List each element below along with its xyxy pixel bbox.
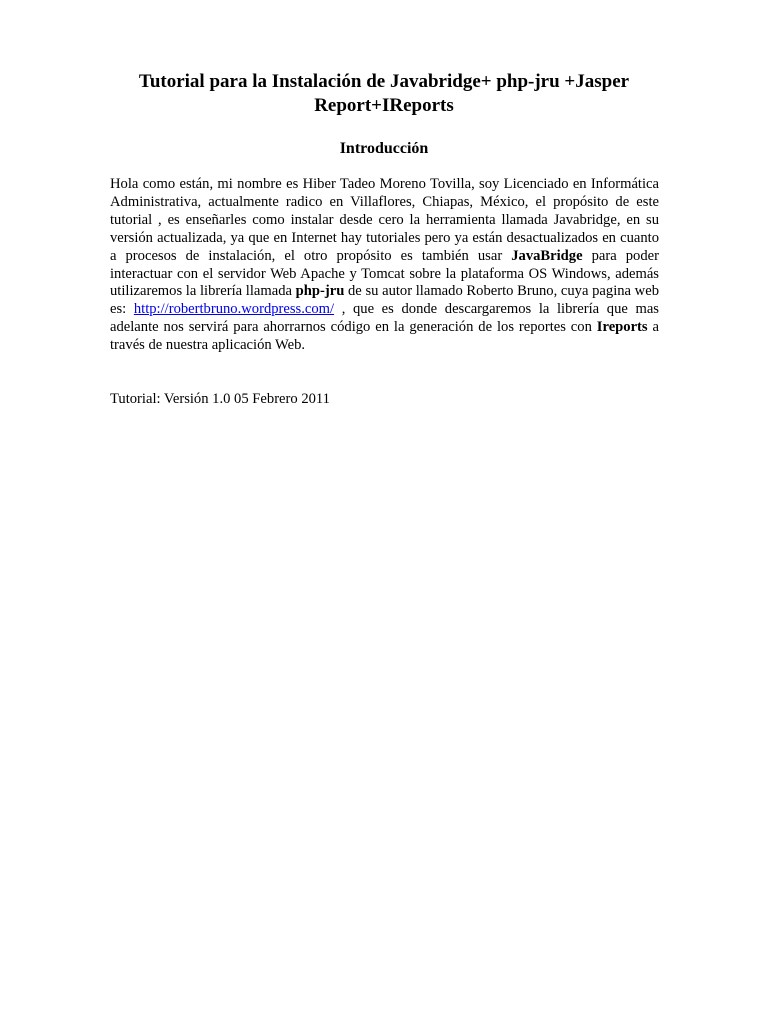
paragraph-text: para poder interactuar con el servidor Web Apache y Tomcat sobre la plataforma OS Windows, además utilizaremos la librería llamada: [110, 247, 659, 300]
version-line: Tutorial: Versión 1.0 05 Febrero 2011: [110, 391, 330, 407]
bold-term-php-jru: php-jru: [295, 283, 345, 300]
bold-term-javabridge: JavaBridge: [511, 247, 583, 264]
title-line-1: Tutorial para la Instalación de Javabridge+ php-jru +Jasper: [138, 71, 630, 92]
paragraph-text: de su autor llamado Roberto Bruno, cuya pagina web es:: [110, 283, 659, 318]
paragraph-text: Hola como están, mi nombre es Hiber Tadeo Moreno Tovilla, soy Licenciado en Informática Administrativa, actualmente radico en Villaflores, Chiapas, México, el propósito de este tutorial , es enseñarles como instalar desde cero la herramienta llamada Javabridge, en su versión actualizada, ya que en Internet hay tutoriales pero ya están desactualizados en cuanto a procesos de instalación, el otro propósito es también usar: [110, 176, 659, 264]
paragraph-text: , que es donde descargaremos la librería que mas adelante nos servirá para ahorrarnos código en la generación de los reportes con: [110, 301, 659, 336]
paragraph-text: a través de nuestra aplicación Web.: [110, 319, 659, 354]
title-line-2: Report+IReports: [314, 95, 454, 116]
author-website-link[interactable]: http://robertbruno.wordpress.com/: [133, 301, 335, 318]
section-heading: Introducción: [339, 140, 429, 157]
bold-term-ireports: Ireports: [596, 319, 648, 336]
document-title: [100, 70, 668, 118]
intro-paragraph: [110, 176, 659, 355]
